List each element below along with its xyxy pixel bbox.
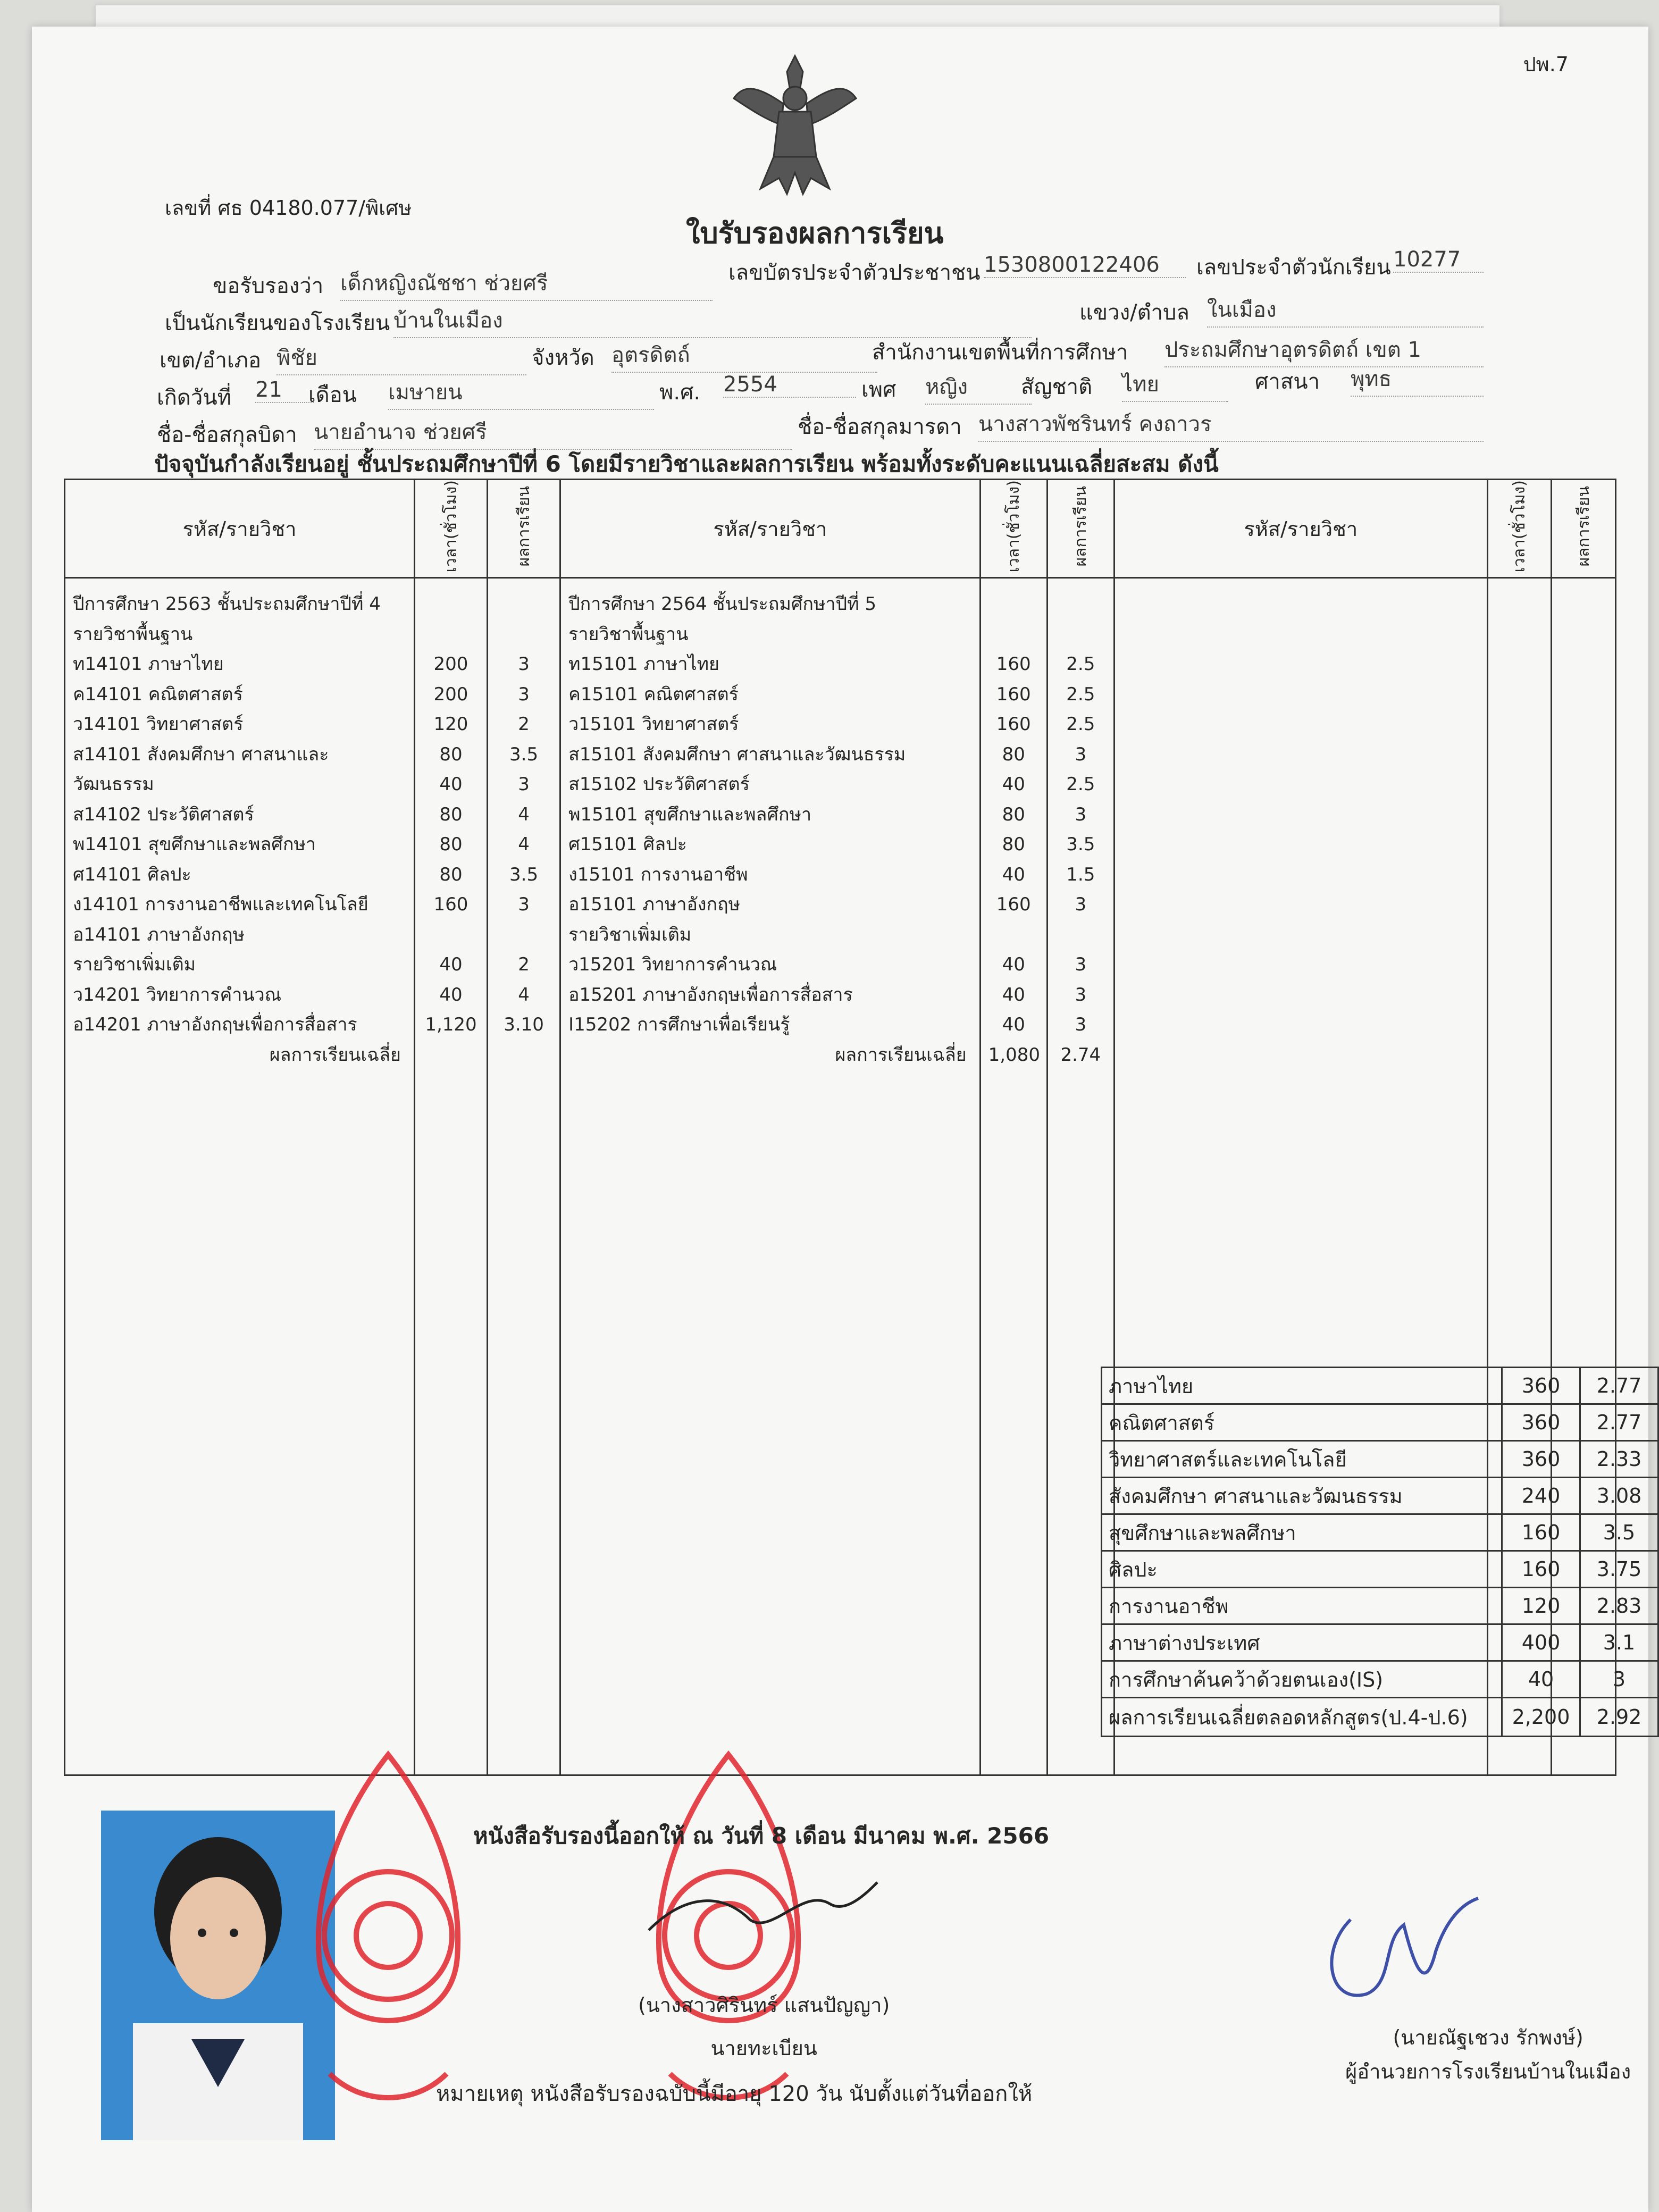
- nationality-label: สัญชาติ: [1021, 375, 1093, 399]
- father-label: ชื่อ-ชื่อสกุลบิดา: [157, 423, 297, 447]
- grade-cell: 2.5: [1066, 714, 1095, 735]
- grade-cell: 3: [518, 683, 530, 705]
- subdistrict-value: ในเมือง: [1207, 292, 1484, 328]
- grade-cell: 3: [518, 653, 530, 675]
- summary-hours: 120: [1502, 1588, 1580, 1624]
- hours-cell: [423, 920, 479, 950]
- summary-group: วิทยาศาสตร์และเทคโนโลยี: [1102, 1441, 1502, 1478]
- grade-cell: 2: [518, 714, 530, 735]
- grade-cell: 3: [1075, 894, 1087, 916]
- year1-subjects: [65, 578, 415, 1775]
- subject-row: ง15101 การงานอาชีพ: [568, 864, 748, 885]
- province-value: อุตรดิตถ์: [611, 338, 877, 373]
- validity-note: หมายเหตุ หนังสือรับรองฉบับนี้มีอายุ 120 วัน นับตั้งแต่วันที่ออกให้: [436, 2082, 1033, 2106]
- school-value: บ้านในเมือง: [393, 303, 1032, 338]
- birth-month-label: เดือน: [308, 383, 357, 407]
- subject-row: ว15201 วิทยาการคำนวณ: [568, 954, 777, 976]
- summary-grade: 2.33: [1580, 1441, 1658, 1478]
- summary-group: ภาษาไทย: [1102, 1368, 1502, 1404]
- hours-cell: 40: [439, 954, 463, 976]
- summary-hours: 240: [1502, 1478, 1580, 1514]
- hours-cell: 40: [439, 774, 463, 795]
- hours-cell: 200: [433, 653, 468, 675]
- religion-value: พุทธ: [1351, 362, 1484, 397]
- subject-row: ค14101 คณิตศาสตร์: [73, 683, 243, 705]
- father-value: นายอำนาจ ช่วยศรี: [314, 415, 792, 450]
- document-number-value: ศธ 04180.077/พิเศษ: [217, 196, 412, 220]
- subdistrict-label: แขวง/ตำบล: [1079, 300, 1189, 325]
- subject-row: ง14101 การงานอาชีพและเทคโนโลยี: [73, 894, 368, 916]
- hours-cell: 40: [1002, 864, 1025, 885]
- hours-cell: 160: [996, 714, 1031, 735]
- nationality-value: ไทย: [1122, 367, 1228, 402]
- col-hours-3-label: เวลา(ชั่วโมง): [1510, 480, 1529, 573]
- religion-label: ศาสนา: [1255, 370, 1320, 394]
- grade-cell: [496, 619, 552, 650]
- col-grade-1: [488, 480, 560, 578]
- district-value: พิชัย: [276, 340, 526, 375]
- summary-total-label: ผลการเรียนเฉลี่ยตลอดหลักสูตร(ป.4-ป.6): [1102, 1698, 1502, 1737]
- district-label: เขต/อำเภอ: [160, 348, 262, 373]
- grade-cell: 4: [518, 984, 530, 1006]
- grades-header-row: [65, 480, 1616, 578]
- subject-row: รายวิชาพื้นฐาน: [568, 623, 689, 645]
- hours-cell: 80: [439, 803, 463, 825]
- year2-subjects: [560, 578, 981, 1775]
- area-office-value: ประถมศึกษาอุตรดิตถ์ เขต 1: [1164, 332, 1484, 367]
- summary-grade: 3.1: [1580, 1624, 1658, 1661]
- hours-cell: 120: [433, 714, 468, 735]
- average-grade: 3.10: [504, 1014, 544, 1036]
- summary-row: [1102, 1624, 1658, 1661]
- hours-cell: 80: [1002, 834, 1025, 856]
- average-hours: 1,080: [988, 1044, 1040, 1066]
- summary-hours: 360: [1502, 1404, 1580, 1441]
- grade-cell: 3: [518, 894, 530, 916]
- registrar-block: [638, 1989, 890, 2064]
- subject-row: รายวิชาพื้นฐาน: [73, 623, 193, 645]
- subject-row: I15202 การศึกษาเพื่อเรียนรู้: [568, 1014, 790, 1036]
- registrar-title: นายทะเบียน: [710, 2037, 817, 2060]
- subject-row: อ15201 ภาษาอังกฤษเพื่อการสื่อสาร: [568, 984, 853, 1006]
- sex-value: หญิง: [925, 370, 1032, 405]
- subject-row: รายวิชาเพิ่มเติม: [568, 924, 692, 945]
- col-subject-3: รหัส/รายวิชา: [1114, 480, 1487, 578]
- subject-row: ว14201 วิทยาการคำนวณ: [73, 984, 282, 1006]
- summary-row: [1102, 1514, 1658, 1551]
- summary-row: [1102, 1404, 1658, 1441]
- spacer: [423, 589, 479, 619]
- director-block: [1345, 2021, 1631, 2089]
- subject-row: ค15101 คณิตศาสตร์: [568, 683, 739, 705]
- grade-cell: 3.5: [509, 743, 539, 765]
- school-seal-stamp-1: [282, 1744, 495, 2116]
- hours-cell: [988, 619, 1039, 650]
- subject-row: ท15101 ภาษาไทย: [568, 653, 719, 675]
- subject-row: อ14201 ภาษาอังกฤษเพื่อการสื่อสาร: [73, 1014, 357, 1036]
- summary-grade: 2.77: [1580, 1368, 1658, 1404]
- summary-total-row: [1102, 1698, 1658, 1737]
- intro-text: ปัจจุบันกำลังเรียนอยู่ ชั้นประถมศึกษาปีที่ 6 โดยมีรายวิชาและผลการเรียน พร้อมทั้งระดับคะแนนเฉลี่ยสะสม ดังนี้: [154, 451, 1219, 477]
- subject-row: ว15101 วิทยาศาสตร์: [568, 714, 739, 735]
- document-number: [165, 191, 412, 224]
- summary-hours: 360: [1502, 1368, 1580, 1404]
- subject-row: พ14101 สุขศึกษาและพลศึกษา: [73, 834, 316, 856]
- document-number-label: เลขที่: [165, 196, 212, 220]
- student-name: เด็กหญิงณัชชา ช่วยศรี: [340, 266, 713, 301]
- hours-cell: [988, 920, 1039, 950]
- col-hours-2-label: เวลา(ชั่วโมง): [1004, 480, 1023, 573]
- hours-cell: 80: [439, 864, 463, 885]
- summary-grade: 3.75: [1580, 1551, 1658, 1588]
- grade-cell: [1055, 920, 1106, 950]
- birth-month-value: เมษายน: [388, 375, 654, 410]
- summary-hours: 40: [1502, 1661, 1580, 1698]
- grade-cell: 2.5: [1066, 653, 1095, 675]
- document-title: ใบรับรองผลการเรียน: [686, 216, 944, 250]
- col-grade-2: [1047, 480, 1114, 578]
- col-hours-1: [414, 480, 487, 578]
- issued-date-text: หนังสือรับรองนี้ออกให้ ณ วันที่ 8 เดือน มีนาคม พ.ศ. 2566: [473, 1823, 1050, 1849]
- hours-cell: 80: [1002, 803, 1025, 825]
- id-card-label: เลขบัตรประจำตัวประชาชน: [728, 261, 981, 285]
- hours-cell: [423, 619, 479, 650]
- garuda-emblem-icon: [728, 51, 861, 205]
- summary-grade: 2.77: [1580, 1404, 1658, 1441]
- summary-group: ศิลปะ: [1102, 1551, 1502, 1588]
- grade-cell: 4: [518, 803, 530, 825]
- year1-hours: [414, 578, 487, 1775]
- col-hours-2: [980, 480, 1047, 578]
- certificate-sheet: [32, 27, 1648, 2212]
- area-office-label: สำนักงานเขตพื้นที่การศึกษา: [872, 340, 1128, 365]
- student-no-value: 10277: [1393, 247, 1484, 273]
- grade-cell: 2.5: [1066, 683, 1095, 705]
- summary-group: สุขศึกษาและพลศึกษา: [1102, 1514, 1502, 1551]
- average-label: ผลการเรียนเฉลี่ย: [269, 1044, 401, 1066]
- birth-year-value: 2554: [723, 372, 856, 398]
- summary-hours: 360: [1502, 1441, 1580, 1478]
- summary-row: [1102, 1588, 1658, 1624]
- subject-row: ศ15101 ศิลปะ: [568, 834, 687, 856]
- grade-cell: 2.5: [1066, 774, 1095, 795]
- col-subject-1: รหัส/รายวิชา: [65, 480, 415, 578]
- hours-cell: 160: [996, 894, 1031, 916]
- mother-value: นางสาวพัชรินทร์ คงถาวร: [978, 407, 1484, 442]
- id-card-value: 1530800122406: [984, 253, 1186, 278]
- province-label: จังหวัด: [532, 346, 594, 370]
- sex-label: เพศ: [861, 378, 896, 402]
- summary-grade: 3.5: [1580, 1514, 1658, 1551]
- grade-cell: 3: [518, 774, 530, 795]
- director-name: (นายณัฐเชวง รักพงษ์): [1393, 2026, 1583, 2049]
- subject-row: ส14101 สังคมศึกษา ศาสนาและวัฒนธรรม: [73, 743, 329, 795]
- subject-row: อ15101 ภาษาอังกฤษ: [568, 894, 741, 916]
- subject-row: ส15102 ประวัติศาสตร์: [568, 774, 750, 795]
- summary-hours: 160: [1502, 1514, 1580, 1551]
- form-code: ปพ.7: [1523, 53, 1569, 76]
- subject-row: ว14101 วิทยาศาสตร์: [73, 714, 244, 735]
- hours-cell: 160: [996, 683, 1031, 705]
- summary-row: [1102, 1441, 1658, 1478]
- hours-cell: 80: [439, 834, 463, 856]
- summary-group: การงานอาชีพ: [1102, 1588, 1502, 1624]
- student-no-label: เลขประจำตัวนักเรียน: [1196, 255, 1391, 280]
- summary-row: [1102, 1478, 1658, 1514]
- hours-cell: 40: [1002, 774, 1025, 795]
- hours-cell: 40: [1002, 1014, 1025, 1036]
- year2-hours: [980, 578, 1047, 1775]
- grade-cell: 2: [518, 954, 530, 976]
- registrar-name: (นางสาวศิรินทร์ แสนปัญญา): [638, 1993, 890, 2017]
- hours-cell: 160: [996, 653, 1031, 675]
- summary-row: [1102, 1661, 1658, 1698]
- mother-label: ชื่อ-ชื่อสกุลมารดา: [798, 415, 962, 439]
- col-hours-1-label: เวลา(ชั่วโมง): [441, 480, 460, 573]
- hours-cell: 80: [1002, 743, 1025, 765]
- col-subject-2: รหัส/รายวิชา: [560, 480, 981, 578]
- col-grade-1-label: ผลการเรียน: [514, 485, 533, 567]
- year1-grades: [488, 578, 560, 1775]
- grade-cell: 3.5: [509, 864, 539, 885]
- summary-row: [1102, 1368, 1658, 1404]
- grade-cell: 3: [1075, 743, 1087, 765]
- director-signature: [1308, 1888, 1494, 2015]
- grade-cell: 3: [1075, 1014, 1087, 1036]
- grade-cell: 3.5: [1066, 834, 1095, 856]
- spacer: [988, 589, 1039, 619]
- subject-row: ส15101 สังคมศึกษา ศาสนาและวัฒนธรรม: [568, 743, 906, 765]
- subject-row: ส14102 ประวัติศาสตร์: [73, 803, 254, 825]
- average-hours: 1,120: [425, 1014, 477, 1036]
- birth-day-label: เกิดวันที่: [157, 386, 232, 410]
- hours-cell: 200: [433, 683, 468, 705]
- summary-grade: 3.08: [1580, 1478, 1658, 1514]
- summary-group: ภาษาต่างประเทศ: [1102, 1624, 1502, 1661]
- spacer: [1055, 589, 1106, 619]
- birth-year-label: พ.ศ.: [659, 380, 701, 405]
- hours-cell: 80: [439, 743, 463, 765]
- grade-cell: [1055, 619, 1106, 650]
- summary-table: [1101, 1367, 1659, 1737]
- subject-row: พ15101 สุขศึกษาและพลศึกษา: [568, 803, 812, 825]
- subject-row: อ14101 ภาษาอังกฤษ: [73, 924, 245, 945]
- hours-cell: 40: [439, 984, 463, 1006]
- grade-cell: 1.5: [1066, 864, 1095, 885]
- subject-row: ท14101 ภาษาไทย: [73, 653, 224, 675]
- subject-row: ศ14101 ศิลปะ: [73, 864, 191, 885]
- grade-cell: [496, 920, 552, 950]
- summary-hours: 160: [1502, 1551, 1580, 1588]
- summary-grade: 2.83: [1580, 1588, 1658, 1624]
- average-label: ผลการเรียนเฉลี่ย: [835, 1044, 967, 1066]
- col-hours-3: [1487, 480, 1552, 578]
- hours-cell: 40: [1002, 954, 1025, 976]
- summary-total-hours: 2,200: [1502, 1698, 1580, 1737]
- summary-group: สังคมศึกษา ศาสนาและวัฒนธรรม: [1102, 1478, 1502, 1514]
- spacer: [496, 589, 552, 619]
- hours-cell: 40: [1002, 984, 1025, 1006]
- grade-cell: 4: [518, 834, 530, 856]
- summary-row: [1102, 1551, 1658, 1588]
- registrar-signature: [643, 1872, 883, 1951]
- birth-day-value: 21: [255, 378, 314, 403]
- col-grade-3: [1552, 480, 1616, 578]
- summary-group: การศึกษาค้นคว้าด้วยตนเอง(IS): [1102, 1661, 1502, 1698]
- average-grade: 2.74: [1060, 1044, 1101, 1066]
- hours-cell: 160: [433, 894, 468, 916]
- col-grade-2-label: ผลการเรียน: [1071, 485, 1090, 567]
- summary-hours: 400: [1502, 1624, 1580, 1661]
- grade-cell: 3: [1075, 803, 1087, 825]
- year-heading: ปีการศึกษา 2563 ชั้นประถมศึกษาปีที่ 4: [73, 593, 381, 615]
- subject-row: รายวิชาเพิ่มเติม: [73, 954, 196, 976]
- summary-group: คณิตศาสตร์: [1102, 1404, 1502, 1441]
- col-grade-3-label: ผลการเรียน: [1574, 485, 1593, 567]
- summary-total-grade: 2.92: [1580, 1698, 1658, 1737]
- grade-cell: 3: [1075, 984, 1087, 1006]
- school-label: เป็นนักเรียนของโรงเรียน: [165, 311, 390, 336]
- year-heading: ปีการศึกษา 2564 ชั้นประถมศึกษาปีที่ 5: [568, 593, 876, 615]
- certify-label: ขอรับรองว่า: [213, 274, 324, 298]
- summary-grade: 3: [1580, 1661, 1658, 1698]
- director-title: ผู้อำนวยการโรงเรียนบ้านในเมือง: [1345, 2060, 1631, 2083]
- grade-cell: 3: [1075, 954, 1087, 976]
